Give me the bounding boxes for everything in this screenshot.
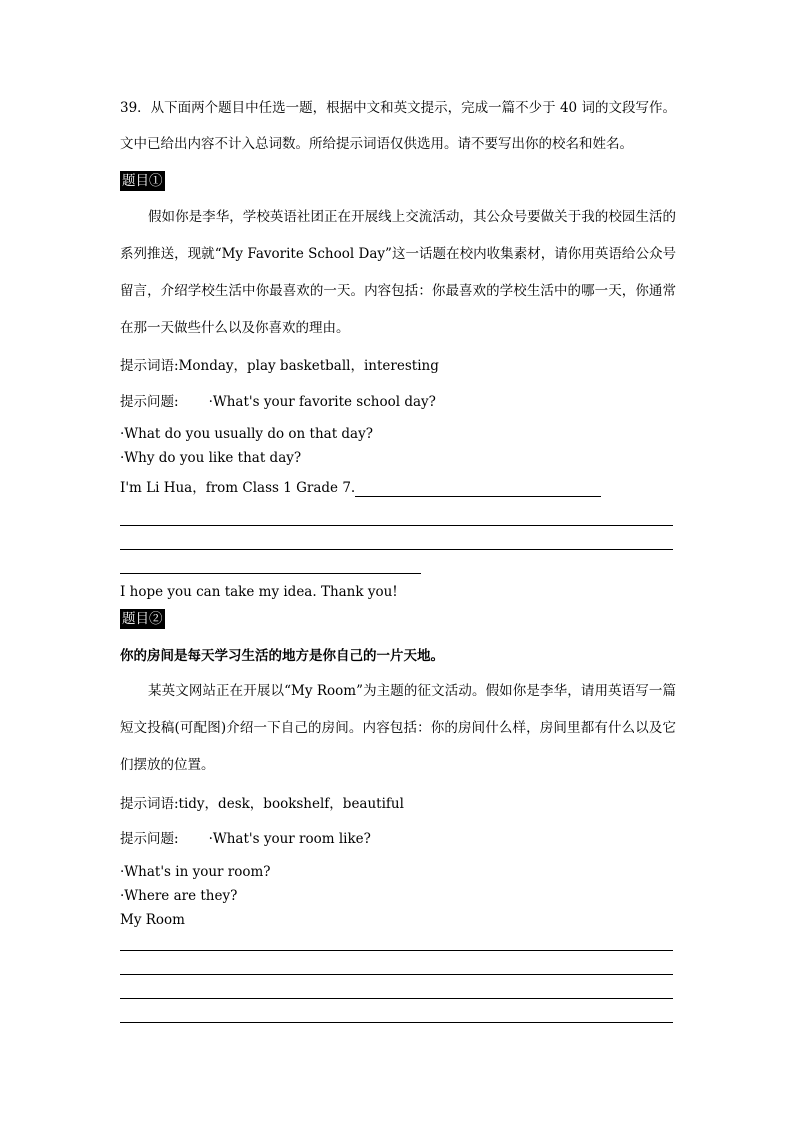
topic-2-answer-line[interactable]	[120, 998, 673, 999]
topic-1-hint-question-3: ·Why do you like that day?	[120, 450, 302, 466]
topic-2-paragraph: 某英文网站正在开展以“My Room”为主题的征文活动。假如你是李华，请用英语写一篇短文投稿(可配图)介绍一下自己的房间。内容包括：你的房间什么样，房间里都有什么以及它们摆放的位置。	[120, 683, 676, 773]
topic-1-answer-line[interactable]	[120, 525, 673, 526]
topic-2-answer-line[interactable]	[120, 1022, 673, 1023]
topic-1-opening-row	[120, 479, 601, 497]
topic-2-answer-line[interactable]	[120, 974, 673, 975]
topic-1-hint-question-row	[120, 393, 436, 411]
topic-1-answer-line[interactable]	[355, 482, 601, 497]
topic-1-closing: I hope you can take my idea. Thank you!	[120, 584, 398, 600]
topic-2-hint-question-2: ·What's in your room?	[120, 864, 271, 880]
topic-2-hint-question-label: 提示问题:	[120, 831, 179, 847]
topic-1-hint-words: 提示词语:Monday，play basketball，interesting	[120, 358, 439, 374]
topic-2-answer-line[interactable]	[120, 950, 673, 951]
topic-2-hint-question-3: ·Where are they?	[120, 888, 238, 904]
topic-1-answer-line[interactable]	[120, 573, 421, 574]
topic-2-tag: 题目②	[122, 611, 163, 627]
topic-1-paragraph: 假如你是李华，学校英语社团正在开展线上交流活动，其公众号要做关于我的校园生活的系列推送，现就“My Favorite School Day”这一话题在校内收集素材，请你用英语给公众号留言，介绍学校生活中你最喜欢的一天。内容包括：你最喜欢的学校生活中的哪一天，你通常在那一天做些什么以及你喜欢的理由。	[120, 209, 676, 336]
topic-1-hint-question-label: 提示问题:	[120, 394, 179, 410]
topic-1-hint-question-1: ·What's your favorite school day?	[208, 394, 436, 410]
topic-2-hint-question-1: ·What's your room like?	[208, 831, 371, 847]
topic-1-opening: I'm Li Hua，from Class 1 Grade 7.	[120, 480, 356, 496]
topic-2-hint-question-row	[120, 830, 371, 848]
topic-1-answer-line[interactable]	[120, 549, 673, 550]
topic-1-hint-question-2: ·What do you usually do on that day?	[120, 426, 373, 442]
topic-2-hint-words: 提示词语:tidy，desk，bookshelf，beautiful	[120, 796, 404, 812]
instruction-line-1: 39．从下面两个题目中任选一题，根据中文和英文提示，完成一篇不少于 40 词的文段写作。	[120, 100, 676, 116]
topic-2-title: My Room	[120, 912, 185, 928]
topic-1-tag: 题目①	[122, 173, 163, 189]
topic-2-bold-line: 你的房间是每天学习生活的地方是你自己的一片天地。	[120, 648, 444, 664]
instruction-line-2: 文中已给出内容不计入总词数。所给提示词语仅供选用。请不要写出你的校名和姓名。	[120, 136, 633, 152]
